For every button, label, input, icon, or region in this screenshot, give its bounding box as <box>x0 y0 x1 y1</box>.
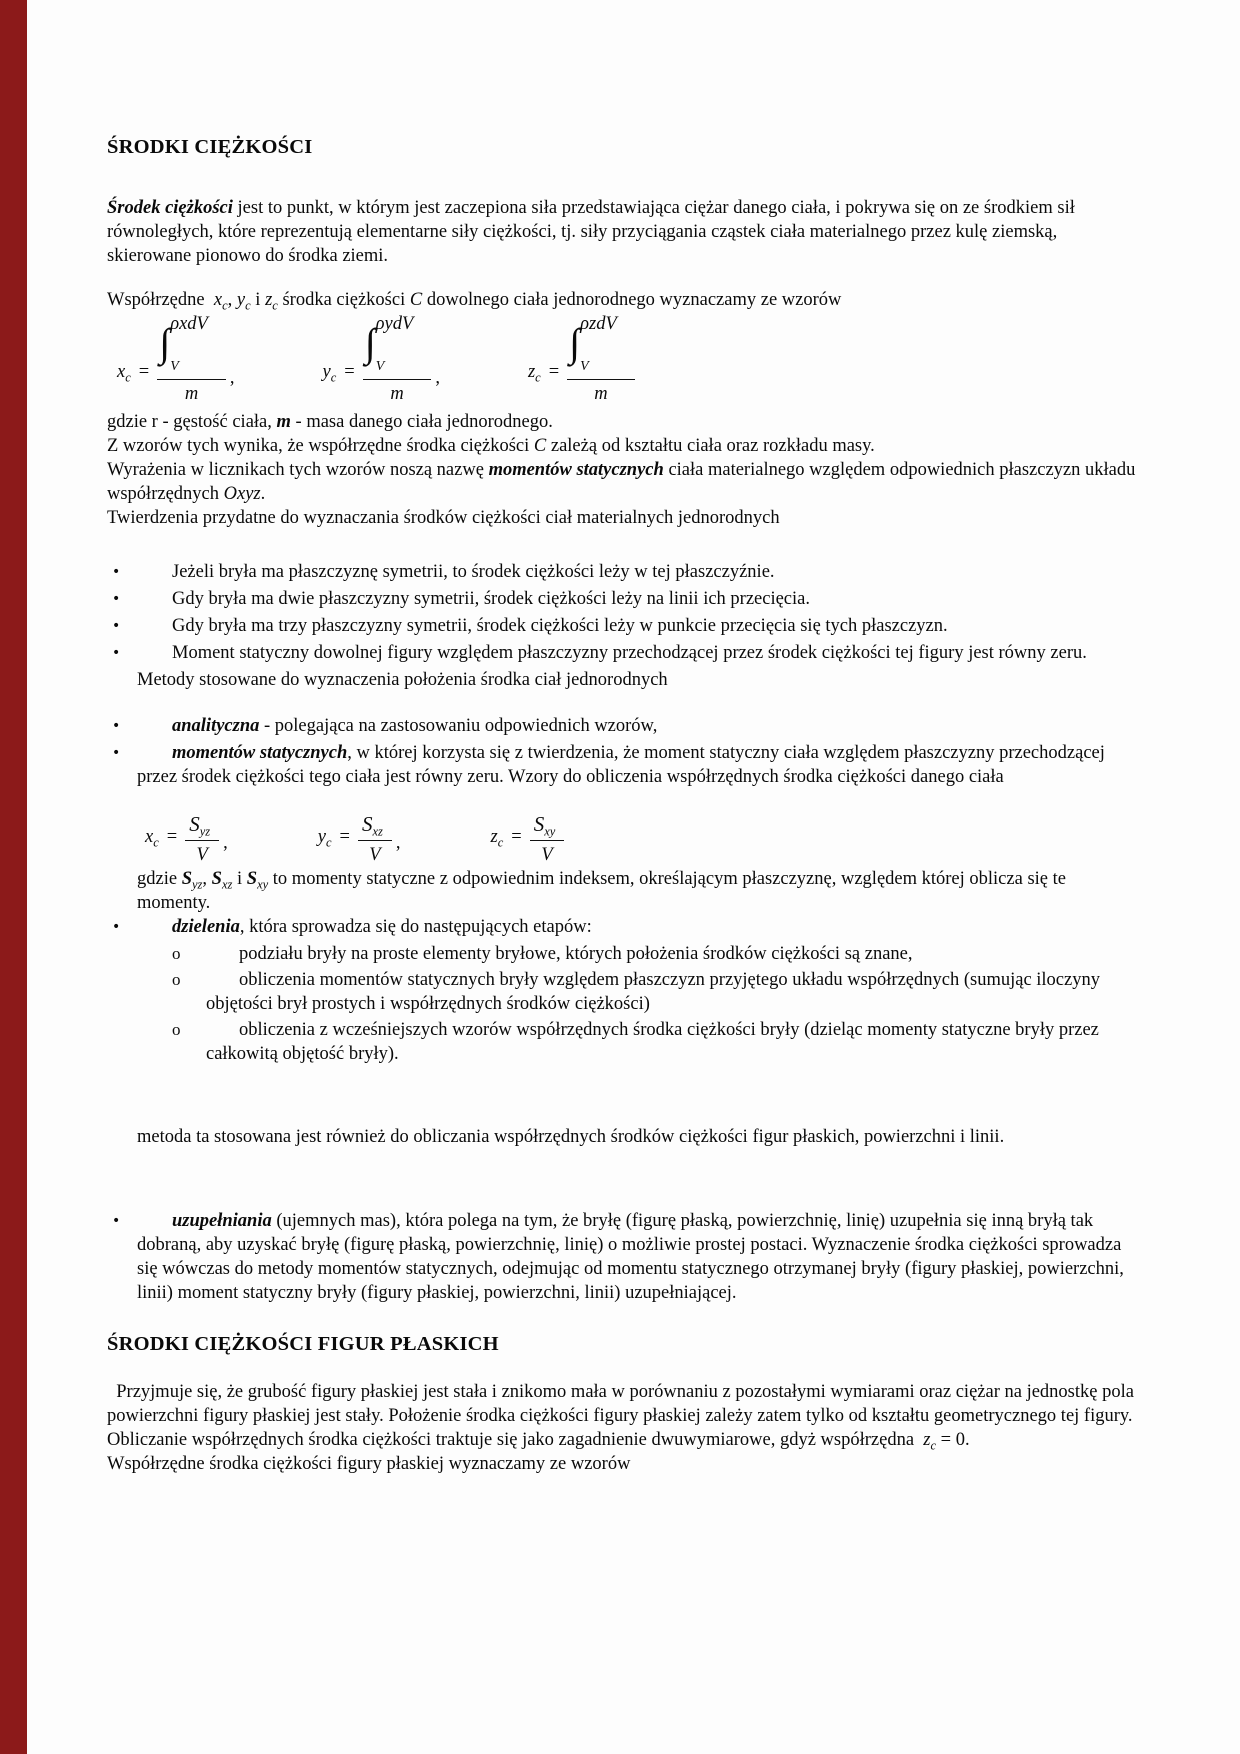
circle-marker-icon: o <box>172 970 181 989</box>
var-x: x <box>213 290 223 310</box>
flat-coords-intro-line: Współrzędne środka ciężkości figury płaskiej wyznaczamy ze wzorów <box>107 1454 631 1474</box>
circle-marker-icon: o <box>172 1020 181 1039</box>
formula-yc-moment: $y_c$ = $\frac{S_{xz}}{V}$ , <box>317 812 401 865</box>
division-steps-list <box>107 942 1139 1066</box>
circle-marker-icon: o <box>172 944 181 963</box>
sub-list-item: o obliczenia z wcześniejszych wzorów współrzędnych środka ciężkości bryły (dzieląc momenty statyczne bryły przez całkowitą objętość bryły). <box>172 1020 1104 1064</box>
volume-formula-row <box>107 314 1139 406</box>
theorems-intro-line: Twierdzenia przydatne do wyznaczania środków ciężkości ciał materialnych jednorodnych <box>107 508 780 528</box>
list-item: • Gdy bryła ma trzy płaszczyzny symetrii, środek ciężkości leży w punkcie przecięcia się tych płaszczyzn. <box>112 616 948 636</box>
var-z: z <box>265 290 273 310</box>
where-density-line: gdzie r - gęstość ciała, m - masa danego ciała jednorodnego. <box>107 412 553 432</box>
page-left-edge-bar <box>0 0 27 1754</box>
list-item: • Gdy bryła ma dwie płaszczyzny symetrii, środek ciężkości leży na linii ich przecięcia. <box>112 589 810 609</box>
flat-figures-paragraph: Przyjmuje się, że grubość figury płaskiej jest stała i znikomo mała w porównaniu z pozostałymi wymiarami oraz ciężar na jednostkę pola powierzchni figury płaskiej jest stały. Położenie środka ciężkości figury płaskiej zależy zatem tylko od kształtu geometrycznego tej figury. <box>107 1382 1139 1426</box>
bullet-icon: • <box>112 745 121 761</box>
var-C: C <box>409 290 423 310</box>
static-moment-formula-row <box>107 793 1139 867</box>
intro-text: jest to punkt, w którym jest zaczepiona siła przedstawiająca ciężar danego ciała, i pokrywa się on ze środkiem sił równoległych, które reprezentują elementarne siły ciężkości, tj. siły przyciągania cząstek ciała materialnego przez kulę ziemską, skierowane pionowo do środka ziemi. <box>107 198 1080 266</box>
formula-yc-volume: $y_c$ = ∫ρydV V m , <box>322 314 440 404</box>
integral-icon: ∫ <box>569 320 581 365</box>
list-item-division: • dzielenia, która sprowadza się do następujących etapów: <box>112 917 592 937</box>
var-zc: z <box>923 1430 931 1450</box>
shape-dependency-line: Z wzorów tych wynika, że współrzędne środka ciężkości C zależą od kształtu ciała oraz rozkładu masy. <box>107 436 875 456</box>
bullet-icon: • <box>112 618 121 634</box>
sub-list-item: o obliczenia momentów statycznych bryły względem płaszczyzn przyjętego układu współrzędnych (sumując iloczyny objętości brył prostych i współrzędnych środków ciężkości) <box>172 970 1105 1014</box>
bullet-icon: • <box>112 564 121 580</box>
section-title-centers-of-gravity: ŚRODKI CIĘŻKOŚCI <box>107 136 313 158</box>
term-center-of-gravity: Środek ciężkości <box>107 198 233 218</box>
where-moments-paragraph: gdzie $S_{yz}$, $S_{xz}$ i $S_{xy}$ to momenty statyczne z odpowiednim indeksem, określającym płaszczyznę, względem której oblicza się te momenty. <box>137 869 1071 913</box>
methods-list <box>107 714 1139 789</box>
static-moments-line: Wyrażenia w licznikach tych wzorów noszą nazwę momentów statycznych ciała materialnego względem odpowiednich płaszczyzn układu współrzędnych Oxyz. <box>107 460 1140 504</box>
coordinates-paragraph: Współrzędne $x_c$, $y_c$ i $z_c$ środka ciężkości C dowolnego ciała jednorodnego wyznaczamy ze wzorów <box>107 290 842 313</box>
list-item: • Jeżeli bryła ma płaszczyznę symetrii, to środek ciężkości leży w tej płaszczyźnie. <box>112 562 775 582</box>
list-item-static-moments: • momentów statycznych, w której korzysta się z twierdzenia, że moment statyczny ciała względem płaszczyzny przechodzącej przez środek ciężkości tego ciała jest równy zeru. Wzory do obliczenia współrzędnych środka ciężkości danego ciała <box>112 743 1110 787</box>
section-title-flat-figures: ŚRODKI CIĘŻKOŚCI FIGUR PŁASKICH <box>107 1333 499 1355</box>
methods-intro-line: Metody stosowane do wyznaczenia położenia środka ciał jednorodnych <box>137 670 668 690</box>
theorems-list <box>107 560 1139 665</box>
var-y: y <box>236 290 246 310</box>
list-item: • Moment statyczny dowolnej figury względem płaszczyzny przechodzącej przez środek ciężkości tej figury jest równy zeru. <box>112 643 1087 663</box>
integral-icon: ∫ <box>159 320 171 365</box>
document-page <box>107 0 1139 1476</box>
bullet-icon: • <box>112 1213 121 1229</box>
bullet-icon: • <box>112 591 121 607</box>
bullet-icon: • <box>112 919 121 935</box>
list-item-complement: • uzupełniania (ujemnych mas), która polega na tym, że bryłę (figurę płaską, powierzchnię, linię) uzupełnia się inną bryłą tak dobraną, aby uzyskać bryłę (figurę płaską, powierzchnię, linię) o możliwie prostej postaci. Wyznaczenie środka ciężkości sprowadza się wówczas do metody momentów statycznych, odejmując od momentu statycznego otrzymanej bryły (figury płaskiej, powierzchni, linii) moment statyczny bryły (figury płaskiej, powierzchni, linii) uzupełniającej. <box>112 1211 1129 1303</box>
bullet-icon: • <box>112 645 121 661</box>
two-dimensional-line: Obliczanie współrzędnych środka ciężkości traktuje się jako zagadnienie dwuwymiarowe, gdyż współrzędna $z_c = 0$. <box>107 1430 970 1453</box>
list-item-analytic: • analityczna - polegająca na zastosowaniu odpowiednich wzorów, <box>112 716 658 736</box>
formula-zc-volume: $z_c$ = ∫ρzdV V m <box>528 322 639 406</box>
method-note-paragraph: metoda ta stosowana jest również do obliczania współrzędnych środków ciężkości figur płaskich, powierzchni i linii. <box>137 1127 1005 1147</box>
intro-paragraph <box>107 196 1139 268</box>
integral-icon: ∫ <box>364 320 376 365</box>
formula-zc-moment: $z_c$ = $\frac{S_{xy}}{V}$ <box>491 812 569 867</box>
formula-xc-volume: $x_c$ = ∫ρxdV V m , <box>117 314 235 404</box>
formula-xc-moment: $x_c$ = $\frac{S_{yz}}{V}$ , <box>145 812 228 865</box>
bullet-icon: • <box>112 718 121 734</box>
sub-list-item: o podziału bryły na proste elementy bryłowe, których położenia środków ciężkości są znane, <box>172 944 913 964</box>
